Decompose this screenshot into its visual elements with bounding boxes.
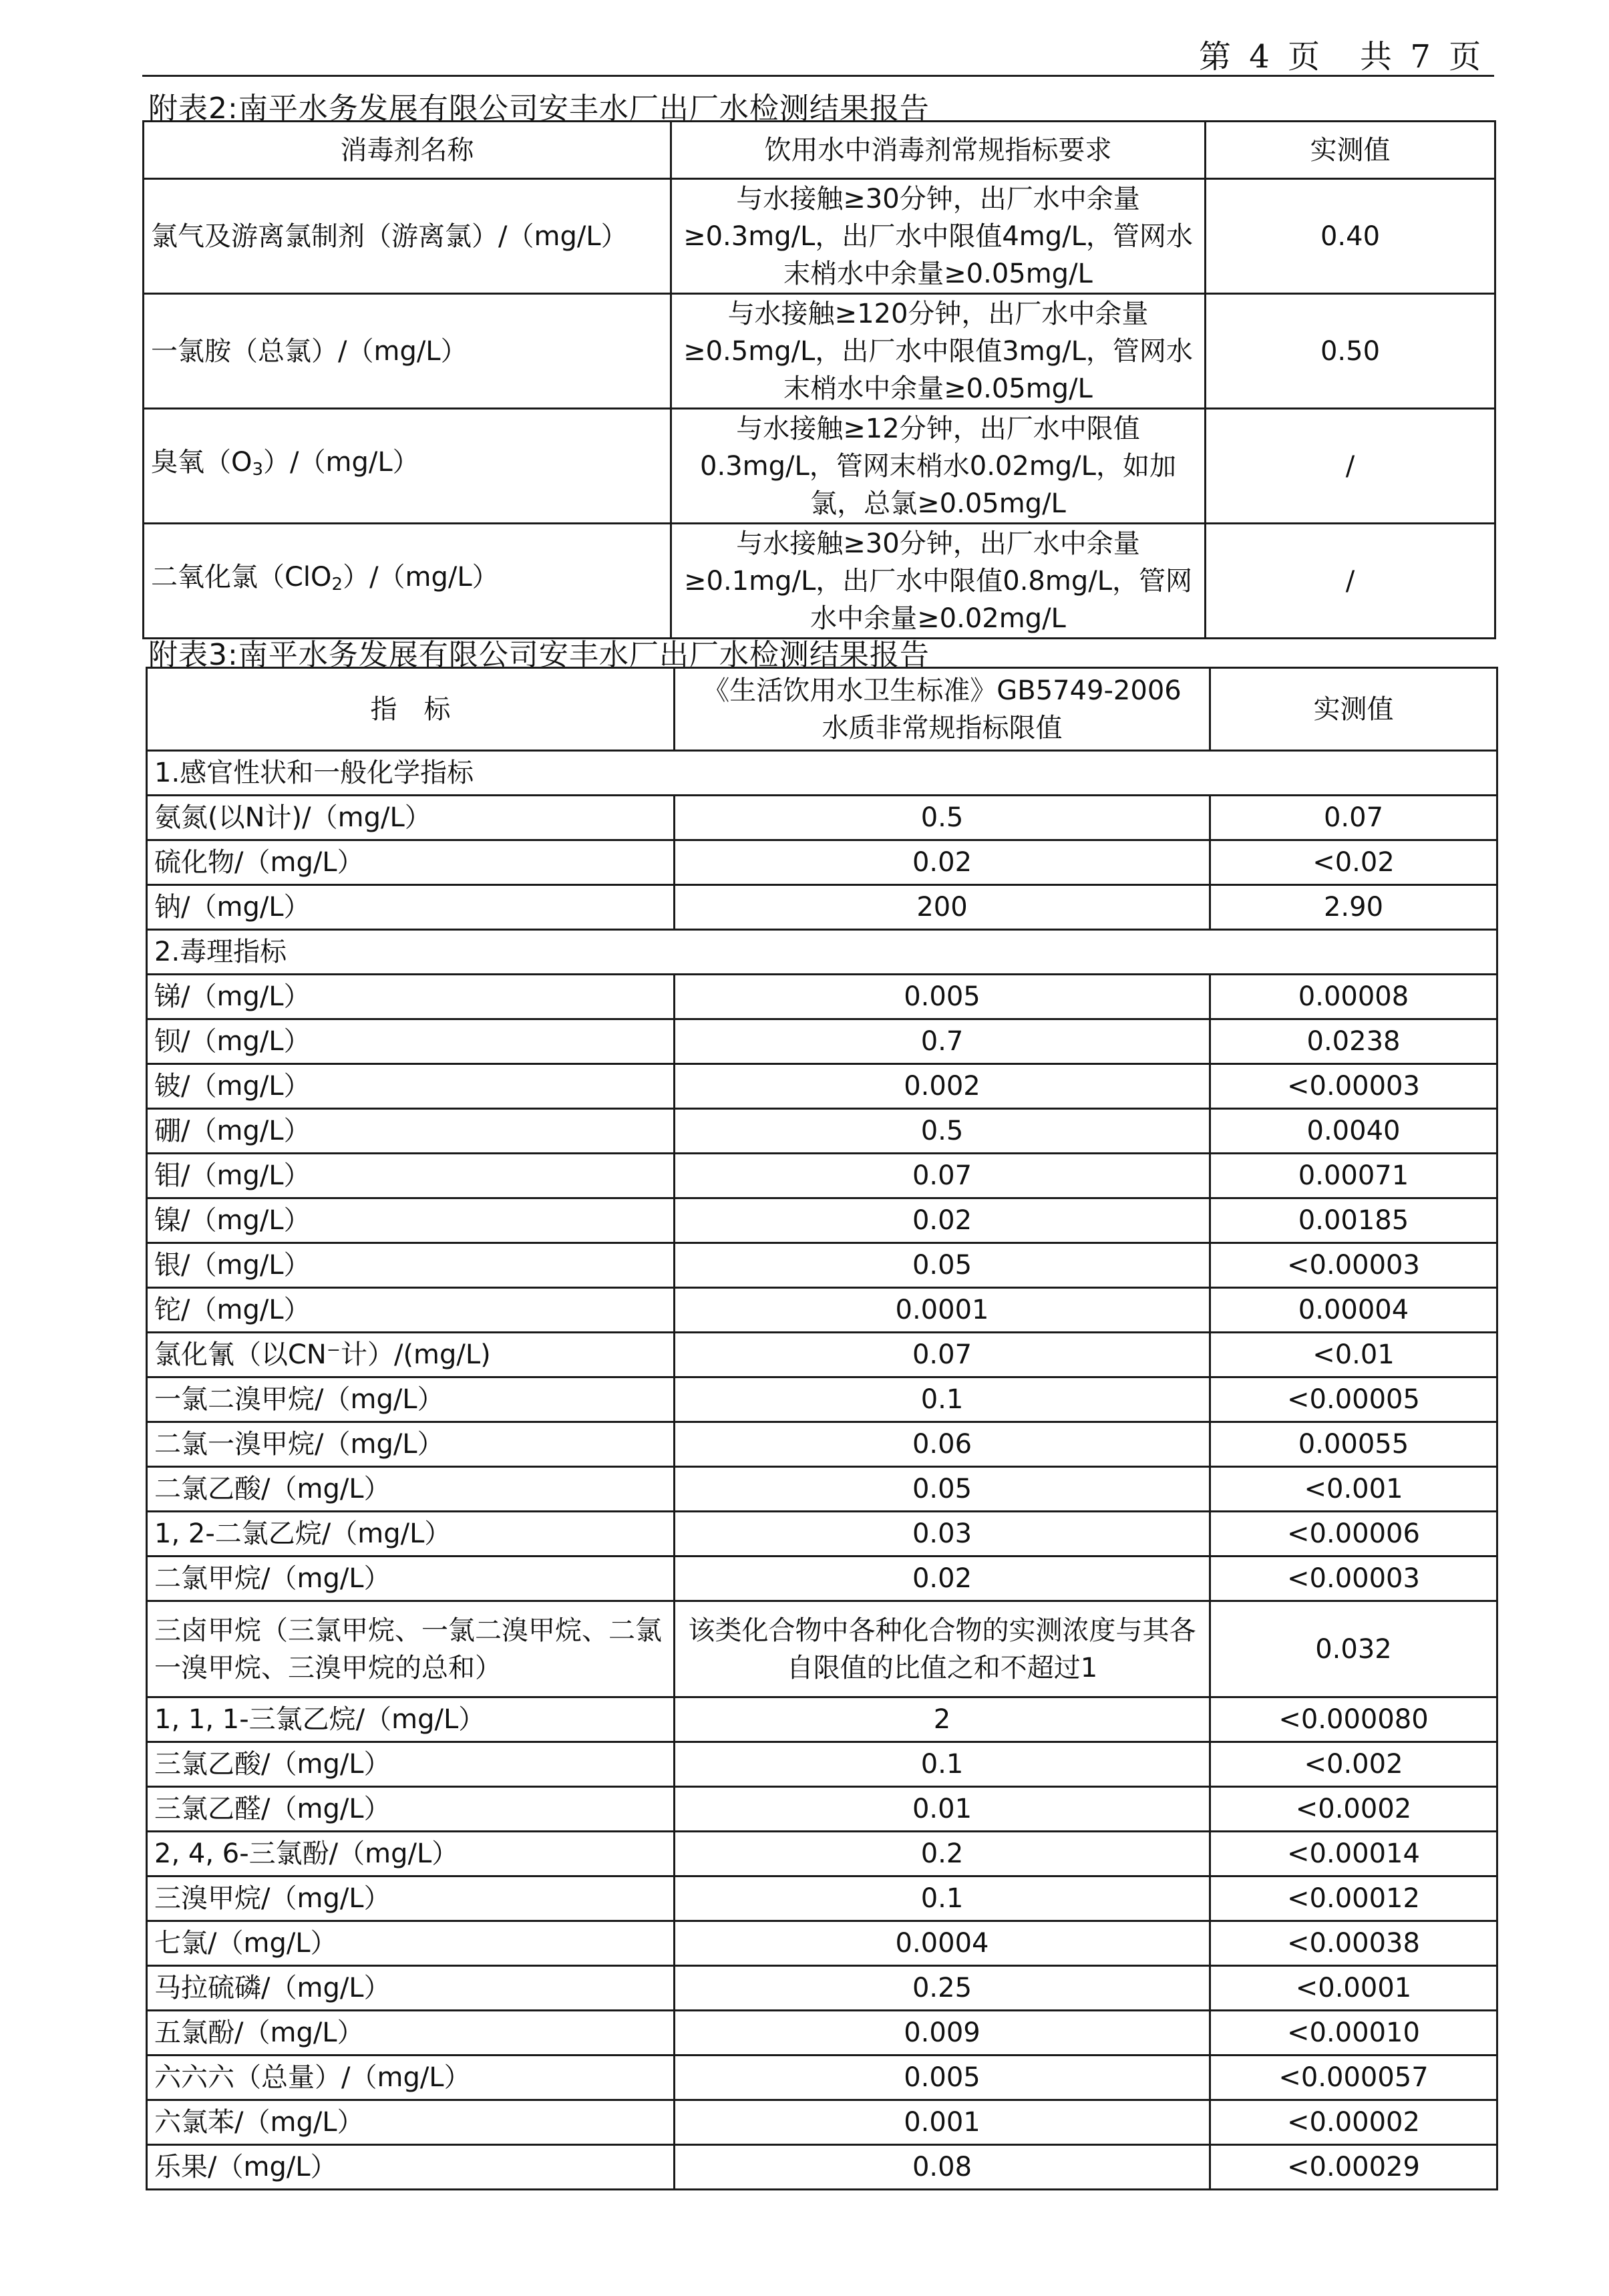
row-name: 马拉硫磷/（mg/L） (147, 1966, 675, 2011)
row-limit: 该类化合物中各种化合物的实测浓度与其各自限值的比值之和不超过1 (675, 1601, 1210, 1697)
row-value: <0.00003 (1210, 1556, 1497, 1601)
table-row (147, 1742, 1497, 1787)
table-row (147, 1019, 1497, 1064)
row-name: 铍/（mg/L） (147, 1064, 675, 1109)
row-value: <0.02 (1210, 840, 1497, 885)
row-limit: 0.1 (675, 1377, 1210, 1422)
subscript: 2 (331, 575, 343, 595)
row-name: 一氯二溴甲烷/（mg/L） (147, 1377, 675, 1422)
table-row (147, 1787, 1497, 1832)
row-requirement: 与水接触≥12分钟，出厂水中限值0.3mg/L，管网末梢水0.02mg/L，如加氯，总氯≥0.05mg/L (671, 409, 1206, 524)
table-row (147, 1966, 1497, 2011)
row-value: / (1206, 524, 1495, 639)
row-limit: 0.1 (675, 1876, 1210, 1921)
table-row (147, 1064, 1497, 1109)
row-limit: 2 (675, 1697, 1210, 1742)
row-name: 氯气及游离氯制剂（游离氯）/（mg/L） (144, 179, 671, 294)
row-value: 2.90 (1210, 885, 1497, 930)
row-requirement: 与水接触≥120分钟，出厂水中余量≥0.5mg/L，出厂水中限值3mg/L，管网水末梢水中余量≥0.05mg/L (671, 294, 1206, 409)
row-value: <0.00005 (1210, 1377, 1497, 1422)
row-value: <0.000057 (1210, 2056, 1497, 2100)
table-row (147, 1288, 1497, 1333)
header-rule (142, 75, 1494, 77)
row-name: 锑/（mg/L） (147, 975, 675, 1019)
row-limit: 0.5 (675, 796, 1210, 840)
row-name: 三卤甲烷（三氯甲烷、一氯二溴甲烷、二氯一溴甲烷、三溴甲烷的总和） (147, 1601, 675, 1697)
disinfectant-table (142, 120, 1496, 639)
table-row (147, 2011, 1497, 2056)
row-name: 二氯甲烷/（mg/L） (147, 1556, 675, 1601)
row-limit: 0.02 (675, 840, 1210, 885)
row-limit: 200 (675, 885, 1210, 930)
row-name: 六氯苯/（mg/L） (147, 2100, 675, 2145)
table-row (147, 975, 1497, 1019)
row-limit: 0.2 (675, 1832, 1210, 1876)
row-value: <0.00003 (1210, 1064, 1497, 1109)
table-row (147, 1109, 1497, 1154)
table-row (144, 409, 1495, 524)
row-value: <0.0001 (1210, 1966, 1497, 2011)
section-row (147, 751, 1497, 796)
row-limit: 0.009 (675, 2011, 1210, 2056)
row-value: <0.00006 (1210, 1512, 1497, 1556)
table-row (147, 1422, 1497, 1467)
table-header-row (147, 668, 1497, 751)
row-name: 1, 2-二氯乙烷/（mg/L） (147, 1512, 675, 1556)
row-limit: 0.02 (675, 1556, 1210, 1601)
table-row (147, 1243, 1497, 1288)
row-name: 钠/（mg/L） (147, 885, 675, 930)
row-value: <0.00010 (1210, 2011, 1497, 2056)
section1-rows (147, 796, 1497, 930)
row-limit: 0.01 (675, 1787, 1210, 1832)
section2-rows-continued (147, 1697, 1497, 2190)
row-name: 2, 4, 6-三氯酚/（mg/L） (147, 1832, 675, 1876)
table-row (147, 796, 1497, 840)
row-value: <0.001 (1210, 1467, 1497, 1512)
row-value: <0.0002 (1210, 1787, 1497, 1832)
row-name: 硫化物/（mg/L） (147, 840, 675, 885)
row-value: 0.00004 (1210, 1288, 1497, 1333)
row-name: 硼/（mg/L） (147, 1109, 675, 1154)
row-value: <0.00029 (1210, 2145, 1497, 2190)
table-row (147, 1921, 1497, 1966)
row-limit: 0.5 (675, 1109, 1210, 1154)
row-value: <0.01 (1210, 1333, 1497, 1377)
table-row (147, 1333, 1497, 1377)
subscript: 3 (252, 460, 264, 480)
table-row (147, 1154, 1497, 1198)
header-measured-value: 实测值 (1210, 668, 1497, 751)
table-row (144, 524, 1495, 639)
row-name: 三溴甲烷/（mg/L） (147, 1876, 675, 1921)
row-limit: 0.05 (675, 1467, 1210, 1512)
row-name (144, 409, 671, 524)
row-value: 0.032 (1210, 1601, 1497, 1697)
header-disinfectant-name: 消毒剂名称 (144, 122, 671, 179)
row-value: 0.40 (1206, 179, 1495, 294)
section2-rows (147, 975, 1497, 1601)
table-row (147, 1198, 1497, 1243)
table-row (147, 1697, 1497, 1742)
row-value: <0.00002 (1210, 2100, 1497, 2145)
header-indicator: 指 标 (147, 668, 675, 751)
row-value: 0.00008 (1210, 975, 1497, 1019)
row-value: <0.00014 (1210, 1832, 1497, 1876)
header-requirement: 饮用水中消毒剂常规指标要求 (671, 122, 1206, 179)
row-limit: 0.0004 (675, 1921, 1210, 1966)
row-value: <0.00038 (1210, 1921, 1497, 1966)
row-name: 铊/（mg/L） (147, 1288, 675, 1333)
header-standard-line1: 《生活饮用水卫生标准》GB5749-2006 (703, 675, 1182, 706)
section-title: 1.感官性状和一般化学指标 (147, 751, 1497, 796)
table-row (147, 1467, 1497, 1512)
name-prefix: 二氧化氯（ClO (151, 562, 332, 593)
row-limit: 0.07 (675, 1154, 1210, 1198)
row-value: 0.00055 (1210, 1422, 1497, 1467)
table-header-row (144, 122, 1495, 179)
row-name: 钼/（mg/L） (147, 1154, 675, 1198)
table-row (147, 2100, 1497, 2145)
row-limit: 0.005 (675, 2056, 1210, 2100)
row-name: 氯化氰（以CN⁻计）/(mg/L) (147, 1333, 675, 1377)
table-row (144, 294, 1495, 409)
row-name: 二氯一溴甲烷/（mg/L） (147, 1422, 675, 1467)
row-limit: 0.002 (675, 1064, 1210, 1109)
row-limit: 0.03 (675, 1512, 1210, 1556)
row-limit: 0.7 (675, 1019, 1210, 1064)
row-name: 乐果/（mg/L） (147, 2145, 675, 2190)
table-row (147, 2145, 1497, 2190)
name-suffix: ）/（mg/L） (263, 447, 419, 478)
row-name: 三氯乙醛/（mg/L） (147, 1787, 675, 1832)
table2-caption: 附表3:南平水务发展有限公司安丰水厂出厂水检测结果报告 (148, 638, 930, 672)
row-name: 二氯乙酸/（mg/L） (147, 1467, 675, 1512)
table-row (144, 179, 1495, 294)
row-value: 0.0238 (1210, 1019, 1497, 1064)
row-limit: 0.02 (675, 1198, 1210, 1243)
row-value: / (1206, 409, 1495, 524)
table-row (147, 1512, 1497, 1556)
row-limit: 0.25 (675, 1966, 1210, 2011)
name-prefix: 臭氧（O (151, 447, 252, 478)
table-row (147, 840, 1497, 885)
row-value: <0.00003 (1210, 1243, 1497, 1288)
row-limit: 0.0001 (675, 1288, 1210, 1333)
section-title: 2.毒理指标 (147, 930, 1497, 975)
row-name: 三氯乙酸/（mg/L） (147, 1742, 675, 1787)
row-value: 0.0040 (1210, 1109, 1497, 1154)
row-name: 氨氮(以N计)/（mg/L） (147, 796, 675, 840)
header-standard-line2: 水质非常规指标限值 (822, 712, 1063, 744)
row-value: 0.50 (1206, 294, 1495, 409)
row-limit: 0.005 (675, 975, 1210, 1019)
header-standard (675, 668, 1210, 751)
table-row (147, 1377, 1497, 1422)
row-name: 一氯胺（总氯）/（mg/L） (144, 294, 671, 409)
table-row (147, 1832, 1497, 1876)
row-name: 钡/（mg/L） (147, 1019, 675, 1064)
row-value: <0.00012 (1210, 1876, 1497, 1921)
row-value: 0.00185 (1210, 1198, 1497, 1243)
table-row (147, 1876, 1497, 1921)
row-name: 六六六（总量）/（mg/L） (147, 2056, 675, 2100)
row-value: 0.00071 (1210, 1154, 1497, 1198)
row-name (144, 524, 671, 639)
row-name: 镍/（mg/L） (147, 1198, 675, 1243)
table-row (147, 885, 1497, 930)
section-row (147, 930, 1497, 975)
row-limit: 0.06 (675, 1422, 1210, 1467)
table-row (147, 1556, 1497, 1601)
row-name: 五氯酚/（mg/L） (147, 2011, 675, 2056)
row-name: 七氯/（mg/L） (147, 1921, 675, 1966)
row-name: 银/（mg/L） (147, 1243, 675, 1288)
row-requirement: 与水接触≥30分钟，出厂水中余量≥0.3mg/L，出厂水中限值4mg/L，管网水末梢水中余量≥0.05mg/L (671, 179, 1206, 294)
row-limit: 0.07 (675, 1333, 1210, 1377)
header-measured-value: 实测值 (1206, 122, 1495, 179)
table-row (147, 2056, 1497, 2100)
row-limit: 0.05 (675, 1243, 1210, 1288)
page-number: 第 4 页 共 7 页 (1199, 38, 1485, 75)
table-row (147, 1601, 1497, 1697)
row-value: <0.000080 (1210, 1697, 1497, 1742)
row-limit: 0.08 (675, 2145, 1210, 2190)
row-value: 0.07 (1210, 796, 1497, 840)
nonroutine-indicator-table (146, 667, 1498, 2190)
table1-caption: 附表2:南平水务发展有限公司安丰水厂出厂水检测结果报告 (148, 92, 930, 126)
row-limit: 0.1 (675, 1742, 1210, 1787)
row-name: 1, 1, 1-三氯乙烷/（mg/L） (147, 1697, 675, 1742)
row-limit: 0.001 (675, 2100, 1210, 2145)
name-suffix: ）/（mg/L） (343, 562, 499, 593)
row-value: <0.002 (1210, 1742, 1497, 1787)
row-requirement: 与水接触≥30分钟，出厂水中余量≥0.1mg/L，出厂水中限值0.8mg/L，管网水中余量≥0.02mg/L (671, 524, 1206, 639)
